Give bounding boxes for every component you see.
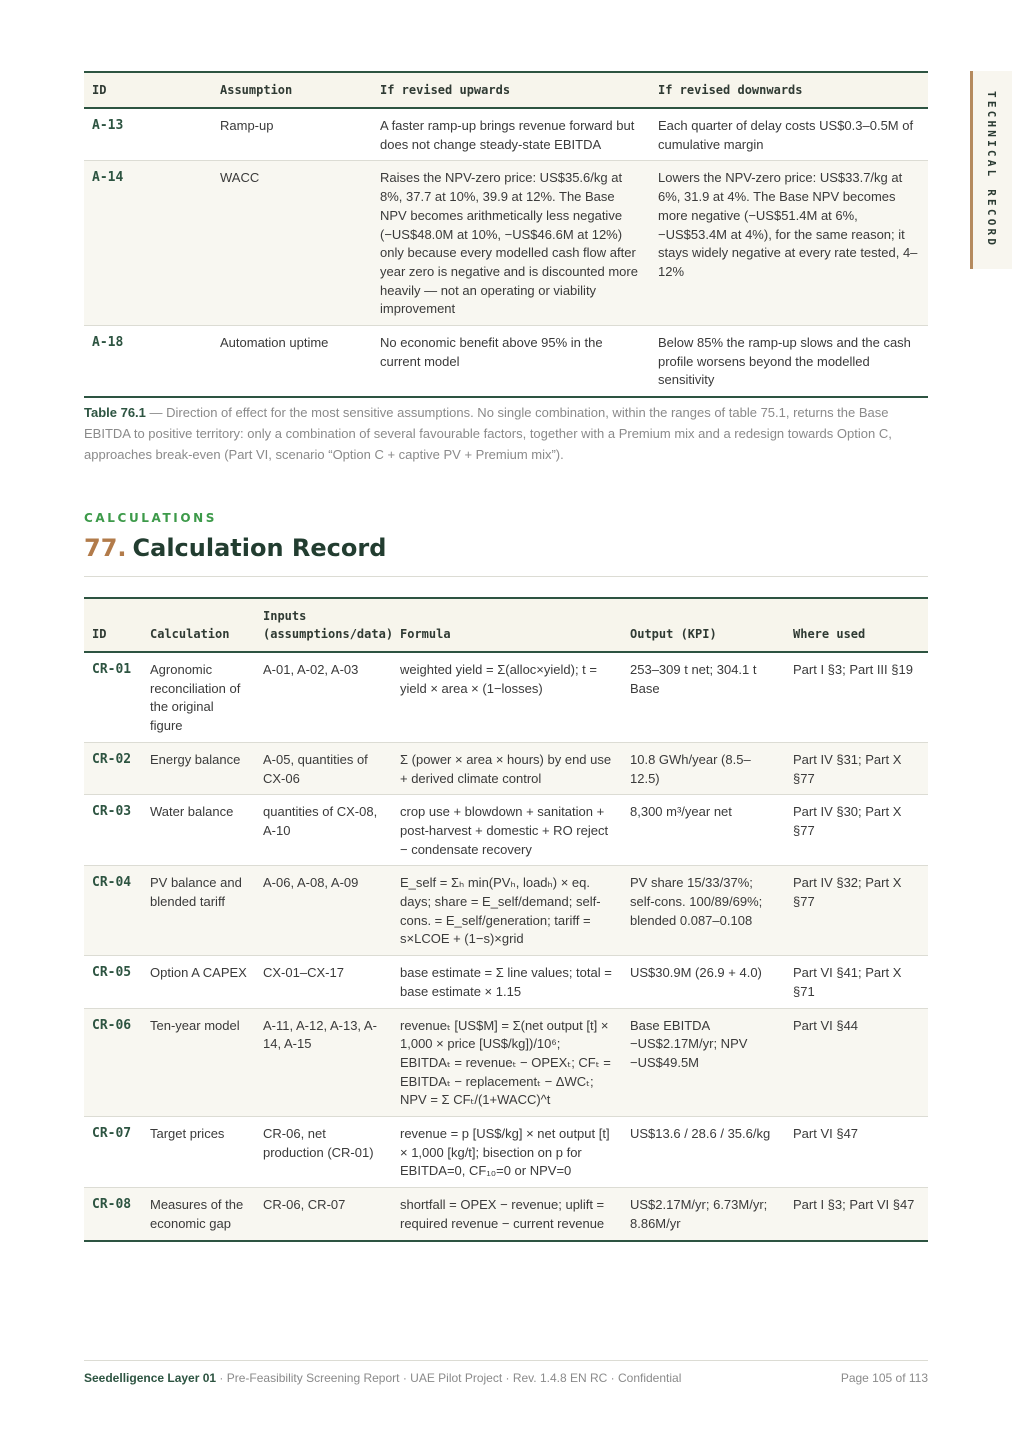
row-assumption: WACC	[212, 161, 372, 326]
caption-label: Table 76.1	[84, 405, 146, 420]
row-id: A-13	[84, 108, 212, 161]
row-id: CR-07	[84, 1117, 142, 1188]
row-calculation: Water balance	[142, 795, 255, 866]
table-row	[84, 795, 928, 866]
row-formula: E_self = Σₕ min(PVₕ, loadₕ) × eq. days; share = E_self/demand; self-cons. = E_self/generation; tariff = s×LCOE + (1−s)×grid	[392, 866, 622, 956]
side-tab-label: TECHNICAL RECORD	[985, 91, 998, 249]
row-inputs: CX-01–CX-17	[255, 956, 392, 1008]
col-header-where-used: Where used	[785, 598, 928, 652]
col-header-calculation: Calculation	[142, 598, 255, 652]
row-up: Raises the NPV-zero price: US$35.6/kg at 8%, 37.7 at 10%, 39.9 at 12%. The Base NPV becomes arithmetically less negative (−US$48.0M at 10%, −US$46.6M at 12%) only because every modelled cash flow after year zero is negative and is discounted more heavily — not an operating or viability improvement	[372, 161, 650, 326]
section-title-text: Calculation Record	[132, 534, 387, 562]
row-assumption: Automation uptime	[212, 326, 372, 398]
row-output: Base EBITDA −US$2.17M/yr; NPV −US$49.5M	[622, 1008, 785, 1117]
table-row	[84, 1117, 928, 1188]
col-header-formula: Formula	[392, 598, 622, 652]
row-inputs: CR-06, CR-07	[255, 1188, 392, 1241]
row-where-used: Part IV §30; Part X §77	[785, 795, 928, 866]
row-output: US$13.6 / 28.6 / 35.6/kg	[622, 1117, 785, 1188]
table-row	[84, 1188, 928, 1241]
table-row	[84, 108, 928, 161]
title-divider	[84, 576, 928, 577]
table-row	[84, 866, 928, 956]
col-header-down: If revised downwards	[650, 72, 928, 108]
row-inputs: A-06, A-08, A-09	[255, 866, 392, 956]
row-calculation: Target prices	[142, 1117, 255, 1188]
row-inputs: CR-06, net production (CR-01)	[255, 1117, 392, 1188]
row-calculation: Ten-year model	[142, 1008, 255, 1117]
row-output: PV share 15/33/37%; self-cons. 100/89/69%; blended 0.087–0.108	[622, 866, 785, 956]
col-header-up: If revised upwards	[372, 72, 650, 108]
table-caption	[84, 402, 930, 465]
row-formula: shortfall = OPEX − revenue; uplift = required revenue − current revenue	[392, 1188, 622, 1241]
row-calculation: Energy balance	[142, 742, 255, 794]
row-output: 10.8 GWh/year (8.5–12.5)	[622, 742, 785, 794]
section-title	[84, 534, 386, 562]
row-formula: crop use + blowdown + sanitation + post-harvest + domestic + RO reject − condensate recovery	[392, 795, 622, 866]
row-id: CR-08	[84, 1188, 142, 1241]
row-calculation: Option A CAPEX	[142, 956, 255, 1008]
row-where-used: Part IV §32; Part X §77	[785, 866, 928, 956]
table-row	[84, 161, 928, 326]
row-formula: revenueₜ [US$M] = Σ(net output [t] × 1,000 × price [US$/kg])/10⁶; EBITDAₜ = revenueₜ − OPEXₜ; CFₜ = EBITDAₜ − replacementₜ − ΔWCₜ; NPV = Σ CFₜ/(1+WACC)^t	[392, 1008, 622, 1117]
footer-text: · Pre-Feasibility Screening Report · UAE Pilot Project · Rev. 1.4.8 EN RC · Confidential	[216, 1371, 682, 1385]
row-id: CR-01	[84, 652, 142, 742]
footer-divider	[84, 1360, 928, 1361]
row-down: Each quarter of delay costs US$0.3–0.5M of cumulative margin	[650, 108, 928, 161]
row-up: A faster ramp-up brings revenue forward but does not change steady-state EBITDA	[372, 108, 650, 161]
row-where-used: Part I §3; Part III §19	[785, 652, 928, 742]
calculation-table	[84, 597, 928, 1242]
table-row	[84, 1008, 928, 1117]
row-output: 8,300 m³/year net	[622, 795, 785, 866]
row-inputs: A-01, A-02, A-03	[255, 652, 392, 742]
row-where-used: Part I §3; Part VI §47	[785, 1188, 928, 1241]
table-header-row	[84, 72, 928, 108]
row-formula: base estimate = Σ line values; total = base estimate × 1.15	[392, 956, 622, 1008]
row-up: No economic benefit above 95% in the current model	[372, 326, 650, 398]
row-calculation: PV balance and blended tariff	[142, 866, 255, 956]
row-assumption: Ramp-up	[212, 108, 372, 161]
row-calculation: Agronomic reconciliation of the original figure	[142, 652, 255, 742]
row-formula: weighted yield = Σ(alloc×yield); t = yield × area × (1−losses)	[392, 652, 622, 742]
row-output: US$2.17M/yr; 6.73M/yr; 8.86M/yr	[622, 1188, 785, 1241]
row-where-used: Part VI §44	[785, 1008, 928, 1117]
row-where-used: Part IV §31; Part X §77	[785, 742, 928, 794]
row-inputs: A-11, A-12, A-13, A-14, A-15	[255, 1008, 392, 1117]
row-down: Lowers the NPV-zero price: US$33.7/kg at 6%, 31.9 at 4%. The Base NPV becomes more negative (−US$51.4M at 6%, −US$53.4M at 4%), for the same reason; it stays widely negative at every rate tested, 4–12%	[650, 161, 928, 326]
section-side-tab	[970, 71, 1012, 269]
caption-text: — Direction of effect for the most sensitive assumptions. No single combination, within the ranges of table 75.1, returns the Base EBITDA to positive territory: only a combination of several favourable factors, together with a Premium mix and a redesign towards Option C, approaches break-even (Part VI, scenario “Option C + captive PV + Premium mix”).	[84, 405, 892, 462]
table-row	[84, 326, 928, 398]
row-id: CR-05	[84, 956, 142, 1008]
row-where-used: Part VI §47	[785, 1117, 928, 1188]
row-id: CR-06	[84, 1008, 142, 1117]
row-inputs: A-05, quantities of CX-06	[255, 742, 392, 794]
page-number: Page 105 of 113	[840, 1371, 928, 1385]
row-id: A-14	[84, 161, 212, 326]
row-calculation: Measures of the economic gap	[142, 1188, 255, 1241]
row-where-used: Part VI §41; Part X §71	[785, 956, 928, 1008]
table-row	[84, 742, 928, 794]
row-id: CR-04	[84, 866, 142, 956]
col-header-id: ID	[84, 598, 142, 652]
row-down: Below 85% the ramp-up slows and the cash profile worsens beyond the modelled sensitivity	[650, 326, 928, 398]
section-number: 77.	[84, 534, 127, 562]
col-header-assumption: Assumption	[212, 72, 372, 108]
col-header-inputs: Inputs (assumptions/data)	[255, 598, 392, 652]
row-formula: Σ (power × area × hours) by end use + derived climate control	[392, 742, 622, 794]
row-id: CR-02	[84, 742, 142, 794]
section-label: CALCULATIONS	[84, 511, 218, 525]
row-id: CR-03	[84, 795, 142, 866]
table-header-row	[84, 598, 928, 652]
row-id: A-18	[84, 326, 212, 398]
row-output: 253–309 t net; 304.1 t Base	[622, 652, 785, 742]
table-row	[84, 652, 928, 742]
col-header-output: Output (KPI)	[622, 598, 785, 652]
page-footer	[84, 1371, 928, 1385]
footer-brand: Seedelligence Layer 01	[84, 1371, 217, 1385]
row-output: US$30.9M (26.9 + 4.0)	[622, 956, 785, 1008]
row-inputs: quantities of CX-08, A-10	[255, 795, 392, 866]
row-formula: revenue = p [US$/kg] × net output [t] × 1,000 [kg/t]; bisection on p for EBITDA=0, CF₁₀=0 or NPV=0	[392, 1117, 622, 1188]
table-row	[84, 956, 928, 1008]
sensitivity-table	[84, 71, 928, 398]
col-header-id: ID	[84, 72, 212, 108]
